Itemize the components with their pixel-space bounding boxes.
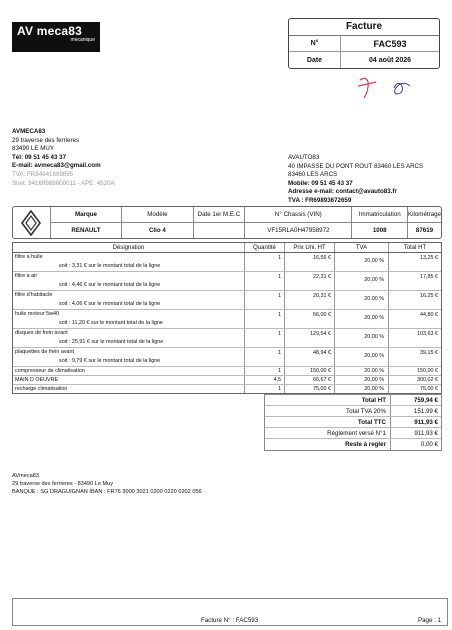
remaining-value: 0,00 € bbox=[420, 441, 438, 448]
footer-address: 29 traverse des ferrieres - 83490 Le Muy bbox=[12, 481, 114, 487]
line-tva: 20,00 % bbox=[335, 253, 389, 271]
footer-bank: BANQUE : SG DRAGUIGNAN IBAN : FR76 3000 3021 0200 0220 0202 056 bbox=[12, 489, 202, 495]
total-tva-label: Total TVA 20% bbox=[265, 406, 391, 416]
line-unit-price: 66,67 € bbox=[285, 376, 335, 384]
client-city: 83460 LES ARCS bbox=[288, 171, 338, 179]
line-designation: filtre d'habitacle bbox=[15, 292, 53, 298]
seller-block bbox=[12, 128, 212, 188]
table-row bbox=[13, 385, 441, 393]
vehicle-value: RENAULT bbox=[71, 227, 101, 234]
table-row bbox=[13, 376, 441, 385]
vehicle-table bbox=[12, 206, 442, 239]
payment-value: 911,93 € bbox=[414, 429, 438, 437]
line-unit-price: 129,54 € bbox=[285, 329, 335, 347]
seller-name: AVMECA83 bbox=[12, 128, 46, 135]
vehicle-value: 1008 bbox=[372, 227, 387, 234]
table-row bbox=[13, 310, 441, 329]
seller-street: 29 traverse des ferrieres bbox=[12, 136, 80, 144]
client-email: Adresse e-mail: contact@avauto83.fr bbox=[288, 188, 397, 196]
table-row bbox=[13, 291, 441, 310]
line-total: 17,85 € bbox=[420, 274, 438, 280]
line-tva: 20,00 % bbox=[335, 329, 389, 347]
line-unit-price: 75,00 € bbox=[285, 385, 335, 393]
line-total: 150,00 € bbox=[417, 368, 438, 374]
line-unit-price: 20,31 € bbox=[285, 291, 335, 309]
line-discount: soit : 25,91 € sur le montant total de la ligne bbox=[59, 339, 164, 345]
vehicle-value: VF15RLA0H47958972 bbox=[267, 227, 330, 234]
line-unit-price: 150,00 € bbox=[285, 367, 335, 375]
line-total: 75,00 € bbox=[420, 386, 438, 392]
logo-name: AV meca83 bbox=[17, 24, 82, 38]
line-total: 16,25 € bbox=[420, 293, 438, 299]
invoice-date-label: Date bbox=[289, 52, 341, 68]
line-discount: soit : 4,46 € sur le montant total de la ligne bbox=[59, 282, 161, 288]
client-address: 40 IMPASSE DU PONT ROUT 83460 LES ARCS bbox=[288, 162, 424, 170]
line-discount: soit : 9,79 € sur le montant total de la ligne bbox=[59, 358, 161, 364]
line-qty: 1 bbox=[245, 253, 285, 271]
vehicle-value: Clio 4 bbox=[148, 227, 166, 234]
line-total: 103,63 € bbox=[417, 331, 438, 337]
vehicle-header: Marque bbox=[51, 207, 121, 223]
client-name: AVAUTO83 bbox=[288, 154, 320, 161]
total-tva-row bbox=[265, 406, 441, 417]
total-tva-value: 151,99 € bbox=[413, 407, 438, 415]
line-unit-price: 16,56 € bbox=[285, 253, 335, 271]
col-header: Prix Uni. HT bbox=[285, 243, 335, 252]
vehicle-col-model bbox=[122, 207, 193, 238]
line-total: 44,80 € bbox=[420, 312, 438, 318]
col-header: TVA bbox=[335, 243, 389, 252]
table-row bbox=[13, 348, 441, 367]
total-ht-row bbox=[265, 395, 441, 406]
line-designation: MAIN D OEUVRE bbox=[13, 376, 245, 384]
invoice-number-label: N° bbox=[289, 36, 341, 51]
page-footer bbox=[12, 598, 448, 626]
col-header: Désignation bbox=[13, 243, 245, 252]
total-ttc-label: Total TTC bbox=[265, 417, 391, 427]
total-ttc-row bbox=[265, 417, 441, 428]
seller-tel: Tél: 09 51 45 43 37 bbox=[12, 153, 67, 161]
line-tva: 20,00 % bbox=[335, 272, 389, 290]
table-row bbox=[13, 272, 441, 291]
line-unit-price: 22,31 € bbox=[285, 272, 335, 290]
line-qty: 1 bbox=[245, 291, 285, 309]
payment-label: Règlement versé N°1 bbox=[265, 428, 391, 438]
line-discount: soit : 3,31 € sur le montant total de la ligne bbox=[59, 263, 161, 269]
invoice-header-box bbox=[288, 18, 440, 69]
vehicle-header: Immatriculation bbox=[352, 207, 407, 223]
invoice-lines-table bbox=[12, 242, 442, 394]
line-tva: 20,00 % bbox=[335, 376, 389, 384]
line-qty: 1 bbox=[245, 272, 285, 290]
footer-invoice-ref: Facture N° : FAC593 bbox=[201, 617, 259, 624]
seller-city: 83490 LE MUY bbox=[12, 145, 54, 153]
handwritten-mark bbox=[354, 72, 414, 108]
footer-company: AVmeca83 bbox=[12, 473, 39, 479]
client-tva: TVA : FR69893672659 bbox=[288, 196, 352, 204]
vehicle-col-km bbox=[408, 207, 441, 238]
client-mobile: Mobile: 09 51 45 43 37 bbox=[288, 179, 353, 187]
line-total: 39,15 € bbox=[420, 350, 438, 356]
vehicle-value: 87619 bbox=[415, 227, 434, 234]
invoice-number: FAC593 bbox=[373, 38, 407, 49]
footer-info bbox=[12, 472, 202, 496]
remaining-row bbox=[265, 439, 441, 450]
line-discount: soit : 4,06 € sur le montant total de la ligne bbox=[59, 301, 161, 307]
line-designation: filtre a air bbox=[15, 273, 38, 279]
line-designation: compresseur de climatisation bbox=[13, 367, 245, 375]
line-tva: 20,00 % bbox=[335, 385, 389, 393]
totals-table bbox=[264, 394, 442, 451]
table-row bbox=[13, 329, 441, 348]
line-tva: 20,00 % bbox=[335, 348, 389, 366]
line-discount: soit : 11,20 € sur le montant total de la ligne bbox=[59, 320, 163, 326]
vehicle-col-plate bbox=[352, 207, 408, 238]
total-ht-value: 759,94 € bbox=[413, 396, 438, 404]
payment-row bbox=[265, 428, 441, 439]
line-qty: 1 bbox=[245, 310, 285, 328]
invoice-title: Facture bbox=[289, 19, 439, 36]
line-tva: 20,00 % bbox=[335, 310, 389, 328]
vehicle-header: Modèle bbox=[122, 207, 192, 223]
table-row bbox=[13, 253, 441, 272]
line-designation: huile moteur 5w40 bbox=[15, 311, 60, 317]
line-total: 13,25 € bbox=[420, 255, 438, 261]
col-header: Total HT bbox=[403, 244, 427, 251]
seller-email: E-mail: avmeca83@gmail.com bbox=[12, 162, 101, 170]
client-block bbox=[288, 154, 448, 206]
line-qty: 1 bbox=[245, 367, 285, 375]
vehicle-value bbox=[194, 223, 245, 238]
total-ht-label: Total HT bbox=[265, 395, 391, 405]
logo-tagline: mecanique bbox=[70, 37, 95, 43]
col-header: Quantité bbox=[245, 243, 285, 252]
vehicle-header: Kilométrage bbox=[408, 207, 441, 223]
line-tva: 20,00 % bbox=[335, 367, 389, 375]
vehicle-header: N° Chassis (VIN) bbox=[245, 207, 351, 223]
line-qty: 4,5 bbox=[245, 376, 285, 384]
company-logo bbox=[12, 22, 100, 52]
line-designation: filtre a huile bbox=[15, 254, 43, 260]
total-ttc-value: 911,93 € bbox=[414, 418, 438, 426]
table-row bbox=[13, 367, 441, 376]
line-tva: 20,00 % bbox=[335, 291, 389, 309]
invoice-date-row bbox=[289, 52, 439, 68]
vehicle-col-brand bbox=[51, 207, 122, 238]
line-unit-price: 56,00 € bbox=[285, 310, 335, 328]
page-number: Page : 1 bbox=[417, 617, 441, 624]
lines-header-row bbox=[13, 243, 441, 253]
line-total: 300,02 € bbox=[417, 377, 438, 383]
vehicle-header: Date 1er M.E.C bbox=[194, 207, 245, 223]
invoice-number-row bbox=[289, 36, 439, 52]
seller-siret: Siret: 94169988600011 - APE: 4520A bbox=[12, 179, 115, 187]
line-unit-price: 48,94 € bbox=[285, 348, 335, 366]
line-qty: 1 bbox=[245, 348, 285, 366]
vehicle-col-vin bbox=[245, 207, 352, 238]
line-designation: plaquettes de frein avant bbox=[15, 349, 75, 355]
renault-logo-icon bbox=[13, 207, 51, 238]
line-qty: 1 bbox=[245, 385, 285, 393]
line-qty: 1 bbox=[245, 329, 285, 347]
invoice-date: 04 août 2026 bbox=[368, 56, 412, 64]
vehicle-col-date bbox=[194, 207, 246, 238]
line-designation: recharge climatisation bbox=[13, 385, 245, 393]
line-designation: disques de frein avant bbox=[15, 330, 68, 336]
seller-tva: TVA: FR84941699895 bbox=[12, 170, 74, 178]
remaining-label: Reste à regler bbox=[265, 439, 391, 450]
